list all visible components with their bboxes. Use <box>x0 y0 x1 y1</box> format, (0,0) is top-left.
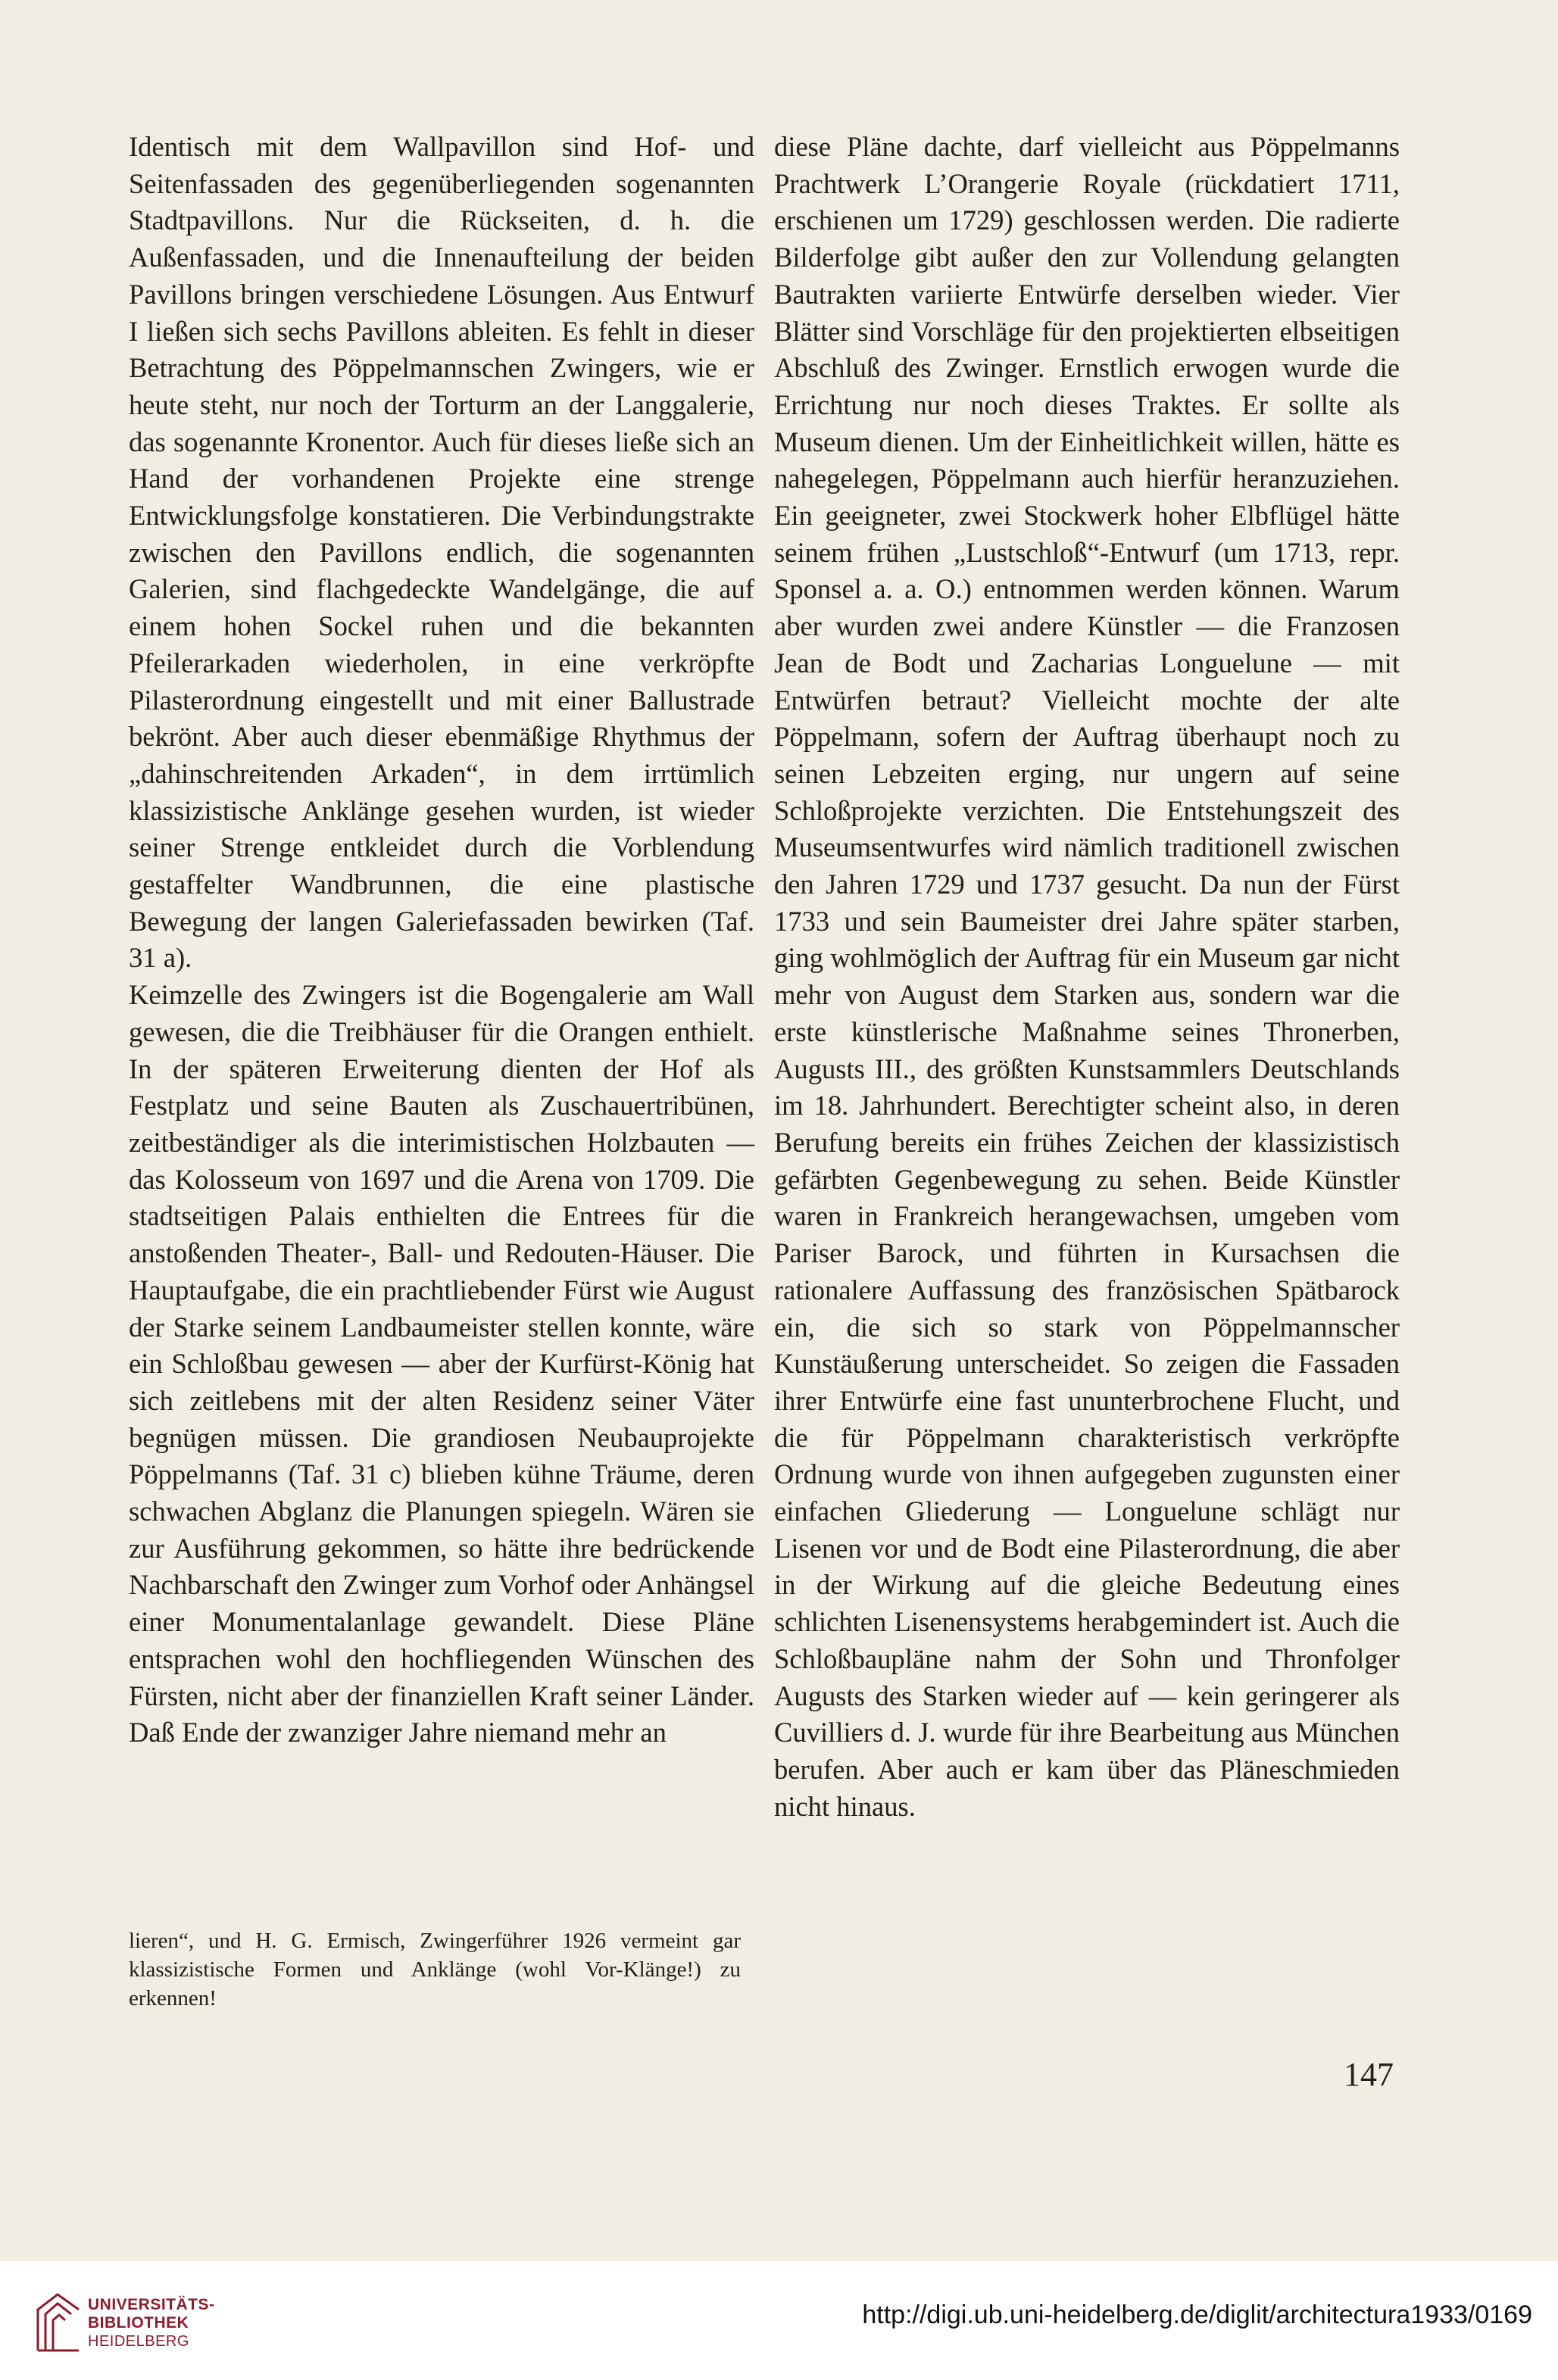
page-number: 147 <box>1344 2056 1394 2093</box>
library-name-line-1: UNIVERSITÄTS- <box>88 2296 215 2313</box>
library-name-line-2: BIBLIOTHEK <box>88 2314 189 2332</box>
footnote-text: lieren“, und H. G. Ermisch, Zwingerführer 1926 vermeint gar klassizistische Formen und Anklänge (wohl Vor-Klänge!) zu erkennen! <box>129 1929 741 2010</box>
left-paragraph-1: Identisch mit dem Wallpavillon sind Hof- und Seitenfassaden des gegenüberliegenden sogenannten Stadtpavillons. Nur die Rückseiten, d. h. die Außenfassaden, und die Innenaufteilung der beiden Pavillons bringen verschiedene Lösungen. Aus Entwurf I ließen sich sechs Pavillons ableiten. Es fehlt in dieser Betrachtung des Pöppelmannschen Zwingers, wie er heute steht, nur noch der Torturm an der Langgalerie, das sogenannte Kronentor. Auch für dieses ließe sich an Hand der vorhandenen Projekte eine strenge Entwicklungsfolge konstatieren. Die Verbindungstrakte zwischen den Pavillons endlich, die sogenannten Galerien, sind flachgedeckte Wandelgänge, die auf einem hohen Sockel ruhen und die bekannten Pfeilerarkaden wiederholen, in eine verkröpfte Pilasterordnung eingestellt und mit einer Ballustrade bekrönt. Aber auch dieser ebenmäßige Rhythmus der „dahinschreitenden Arkaden“, in dem irrtümlich klassizistische Anklänge gesehen wurden, ist wieder seiner Strenge entkleidet durch die Vorblendung gestaffelter Wandbrunnen, die eine plastische Bewegung der langen Galeriefassaden bewirken (Taf. 31 a). <box>129 131 754 974</box>
library-name-line-3: HEIDELBERG <box>88 2333 189 2350</box>
left-paragraph-2: Keimzelle des Zwingers ist die Bogengalerie am Wall gewesen, die die Treibhäuser für die Orangen enthielt. In der späteren Erweiterung dienten der Hof als Festplatz und seine Bauten als Zuschauertribünen, zeitbeständiger als die interimistischen Holzbauten — das Kolosseum von 1697 und die Arena von 1709. Die stadtseitigen Palais enthielten die Entrees für die anstoßenden Theater-, Ball- und Redouten-Häuser. Die Hauptaufgabe, die ein prachtliebender Fürst wie August der Starke seinem Landbaumeister stellen konnte, wäre ein Schloßbau gewesen — aber der Kurfürst-König hat sich zeitlebens mit der alten Residenz seiner Väter begnügen müssen. Die grandiosen Neubauprojekte Pöppelmanns (Taf. 31 c) blieben kühne Träume, deren schwachen Abglanz die Planungen spiegeln. Wären sie zur Ausführung gekommen, so hätte ihre bedrückende Nachbarschaft den Zwinger zum Vorhof oder Anhängsel einer Monumentalanlage gewandelt. Diese Pläne entsprachen wohl den hochfliegenden Wünschen des Fürsten, nicht aber der finanziellen Kraft seiner Länder. Daß Ende der zwanziger Jahre niemand mehr an <box>129 979 754 1748</box>
right-text-column <box>774 129 1400 1825</box>
footer-bar <box>0 2261 1558 2380</box>
right-paragraph-1: diese Pläne dachte, darf vielleicht aus Pöppelmanns Prachtwerk L’Orangerie Royale (rückdatiert 1711, erschienen um 1729) geschlossen werden. Die radierte Bilderfolge gibt außer den zur Vollendung gelangten Bautrakten variierte Entwürfe derselben wieder. Vier Blätter sind Vorschläge für den projektierten elbseitigen Abschluß des Zwinger. Ernstlich erwogen wurde die Errichtung nur noch dieses Traktes. Er sollte als Museum dienen. Um der Einheitlichkeit willen, hätte es nahegelegen, Pöppelmann auch hierfür heranzuziehen. Ein geeigneter, zwei Stockwerk hoher Elbflügel hätte seinem frühen „Lustschloß“-Entwurf (um 1713, repr. Sponsel a. a. O.) entnommen werden können. Warum aber wurden zwei andere Künstler — die Franzosen Jean de Bodt und Zacharias Longuelune — mit Entwürfen betraut? Vielleicht mochte der alte Pöppelmann, sofern der Auftrag überhaupt noch zu seinen Lebzeiten erging, nur ungern auf seine Schloßprojekte verzichten. Die Entstehungszeit des Museumsentwurfes wird nämlich traditionell zwischen den Jahren 1729 und 1737 gesucht. Da nun der Fürst 1733 und sein Baumeister drei Jahre später starben, ging wohlmöglich der Auftrag für ein Museum gar nicht mehr von August dem Starken aus, sondern war die erste künstlerische Maßnahme seines Thronerben, Augusts III., des größten Kunstsammlers Deutschlands im 18. Jahrhundert. Berechtigter scheint also, in deren Berufung bereits ein frühes Zeichen der klassizistisch gefärbten Gegenbewegung zu sehen. Beide Künstler waren in Frankreich herangewachsen, umgeben vom Pariser Barock, und führten in Kursachsen die rationalere Auffassung des französischen Spätbarock ein, die sich so stark von Pöppelmannscher Kunstäußerung unterscheidet. So zeigen die Fassaden ihrer Entwürfe eine fast ununterbrochene Flucht, und die für Pöppelmann charakteristisch verkröpfte Ordnung wurde von ihnen aufgegeben zugunsten einer einfachen Gliederung — Longuelune schlägt nur Lisenen vor und de Bodt eine Pilasterordnung, die aber in der Wirkung auf die gleiche Bedeutung eines schlichten Lisenensystems herabgemindert ist. Auch die Schloßbaupläne nahm der Sohn und Thronfolger Augusts des Starken wieder auf — kein geringerer als Cuvilliers d. J. wurde für ihre Bearbeitung aus München berufen. Aber auch er kam über das Pläneschmieden nicht hinaus. <box>774 131 1400 1822</box>
footnote <box>129 1926 741 2013</box>
university-library-logo-icon <box>35 2290 82 2353</box>
left-text-column <box>129 129 754 1751</box>
source-url-link[interactable]: http://digi.ub.uni-heidelberg.de/diglit/architectura1933/0169 <box>862 2300 1532 2329</box>
library-name <box>88 2296 215 2350</box>
